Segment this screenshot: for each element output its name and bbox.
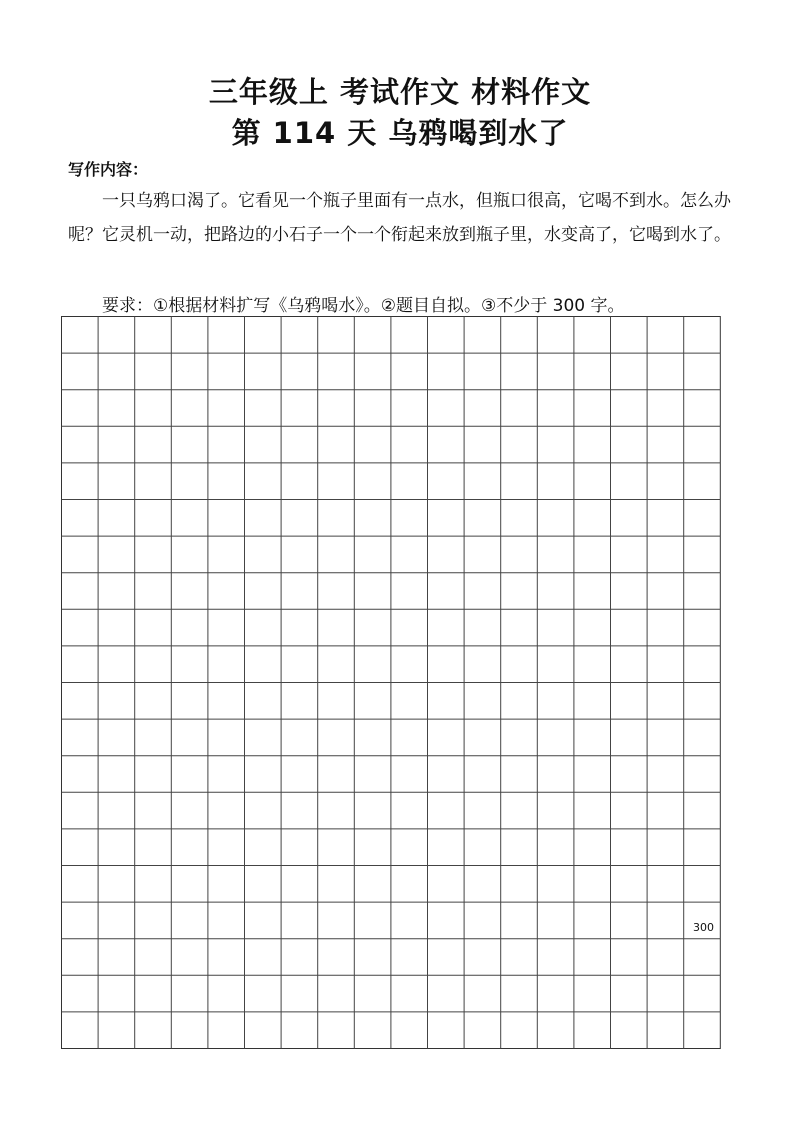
writing-content-label: 写作内容： [68, 160, 149, 179]
requirement-text: 要求：①根据材料扩写《乌鸦喝水》。②题目自拟。③不少于 300 字。 [102, 296, 625, 316]
writing-grid[interactable] [61, 316, 724, 1051]
material-paragraph: 一只乌鸦口渴了。它看见一个瓶子里面有一点水，但瓶口很高，它喝不到水。怎么办呢？它灵机一动，把路边的小石子一个一个衔起来放到瓶子里，水变高了，它喝到水了。 [68, 191, 731, 245]
page-title-line2: 第 114 天 乌鸦喝到水了 [231, 116, 569, 150]
page-title-line1: 三年级上 考试作文 材料作文 [208, 75, 592, 109]
word-count-marker: 300 [693, 921, 714, 934]
